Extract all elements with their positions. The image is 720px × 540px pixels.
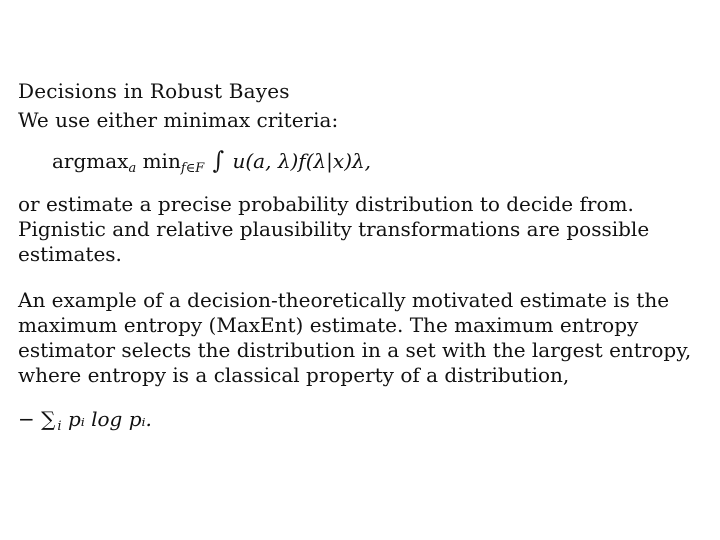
minimax-formula	[52, 148, 371, 182]
entropy-body: pᵢ log pᵢ.	[67, 407, 152, 431]
integral-symbol: ∫	[212, 147, 225, 176]
example-line: where entropy is a classical property of a distribution,	[18, 363, 570, 387]
min-operator: min	[142, 149, 181, 173]
sum-symbol: ∑	[41, 407, 56, 431]
slide-title: Decisions in Robust Bayes	[18, 79, 290, 103]
entropy-formula	[18, 406, 152, 440]
integrand: u(a, λ)f(λ|x)λ,	[232, 149, 372, 173]
estimate-line: or estimate a precise probability distribution to decide from.	[18, 192, 634, 216]
intro-text: We use either minimax criteria:	[18, 108, 339, 132]
example-line: estimator selects the distribution in a set with the largest entropy,	[18, 338, 692, 362]
sum-subscript: i	[57, 419, 62, 434]
estimate-line: estimates.	[18, 242, 122, 266]
min-subscript: f∈F	[180, 161, 205, 176]
minus-sign: −	[18, 407, 35, 431]
example-paragraph	[18, 288, 691, 388]
argmax-subscript: a	[128, 161, 137, 176]
example-line: maximum entropy (MaxEnt) estimate. The maximum entropy	[18, 313, 639, 337]
argmax-operator: argmax	[52, 149, 129, 173]
estimate-paragraph	[18, 192, 649, 267]
estimate-line: Pignistic and relative plausibility transformations are possible	[18, 217, 650, 241]
example-line: An example of a decision-theoretically motivated estimate is the	[18, 288, 670, 312]
